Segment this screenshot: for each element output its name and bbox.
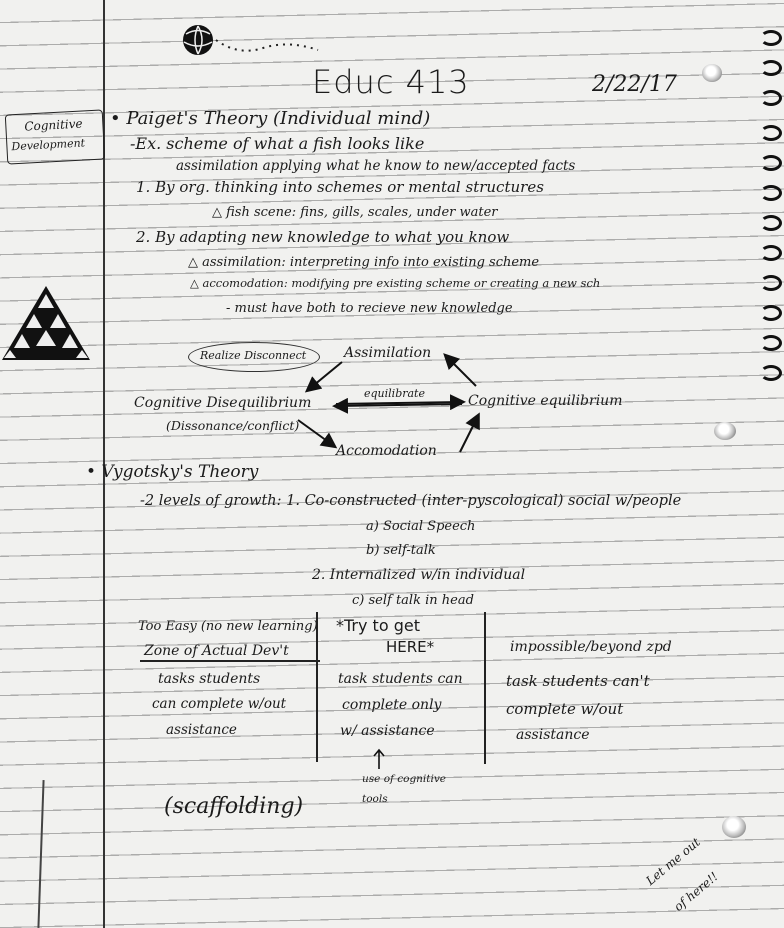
- section1-point2-sub3: - must have both to recieve new knowledge: [226, 301, 513, 316]
- section2-level2: 2. Internalized w/in individual: [312, 567, 526, 583]
- table-arrow-note1: use of cognitive: [362, 773, 447, 785]
- margin-note-line1: Cognitive: [24, 116, 83, 134]
- table-divider-right: [484, 612, 486, 764]
- table-col2-header1: *Try to get: [336, 616, 420, 635]
- diagram-accomodation: Accomodation: [336, 443, 437, 459]
- table-col3-header: impossible/beyond zpd: [510, 639, 672, 655]
- corner-note-line1: Let me out: [643, 834, 703, 888]
- table-col1-row1: tasks students: [158, 671, 261, 687]
- table-arrow-note2: tools: [362, 793, 388, 805]
- diagram-realize: Realize Disconnect: [200, 349, 307, 362]
- page-title: Educ 413: [312, 63, 470, 101]
- table-header-line: [140, 660, 320, 662]
- section1-point2-sub1: △ assimilation: interpreting info into existing scheme: [188, 255, 540, 270]
- table-col3-row3: assistance: [516, 727, 590, 743]
- table-col3-row2: complete w/out: [506, 700, 624, 718]
- section1-assimilation-note: assimilation applying what he know to new/accepted facts: [176, 158, 576, 174]
- section1-point2-sub2: △ accomodation: modifying pre existing scheme or creating a new sch: [190, 276, 601, 290]
- section2-levels: -2 levels of growth: 1. Co-constructed (inter-pyscological) social w/people: [140, 493, 682, 509]
- diagram-assimilation: Assimilation: [344, 345, 432, 361]
- section1-point2: 2. By adapting new knowledge to what you know: [136, 228, 510, 246]
- section1-point1: 1. By org. thinking into schemes or mental structures: [136, 178, 544, 196]
- section2-a: a) Social Speech: [366, 519, 476, 534]
- table-divider-left: [316, 612, 318, 762]
- section1-title: • Paiget's Theory (Individual mind): [110, 108, 431, 129]
- table-col2-row3: w/ assistance: [340, 723, 435, 739]
- table-col2-header2: HERE*: [386, 638, 435, 656]
- scaffolding-label: (scaffolding): [164, 794, 304, 819]
- section1-example: -Ex. scheme of what a fish looks like: [130, 134, 425, 153]
- page-date: 2/22/17: [592, 72, 677, 97]
- table-col1-row2: can complete w/out: [152, 696, 287, 712]
- diagram-disequilibrium: Cognitive Disequilibrium: [134, 395, 312, 411]
- table-col1-sub: Zone of Actual Dev't: [144, 643, 289, 659]
- section1-point1-sub: △ fish scene: fins, gills, scales, under water: [212, 205, 498, 220]
- diagram-dissonance: (Dissonance/conflict): [166, 418, 300, 433]
- diagram-equilibrate: equilibrate: [364, 387, 425, 400]
- section2-b: b) self-talk: [366, 543, 436, 558]
- up-arrow-icon: [372, 748, 386, 770]
- table-col2-row1: task students can: [338, 671, 463, 687]
- table-col3-row1: task students can't: [506, 672, 650, 690]
- section2-title: • Vygotsky's Theory: [86, 462, 259, 482]
- margin-note-line2: Development: [11, 136, 86, 154]
- table-col2-row2: complete only: [342, 697, 442, 713]
- table-col1-row3: assistance: [166, 722, 237, 738]
- section2-c: c) self talk in head: [352, 593, 474, 608]
- diagram-equilibrium: Cognitive equilibrium: [468, 393, 623, 409]
- corner-note-line2: of here!!: [671, 869, 721, 914]
- table-col1-header: Too Easy (no new learning): [138, 619, 318, 634]
